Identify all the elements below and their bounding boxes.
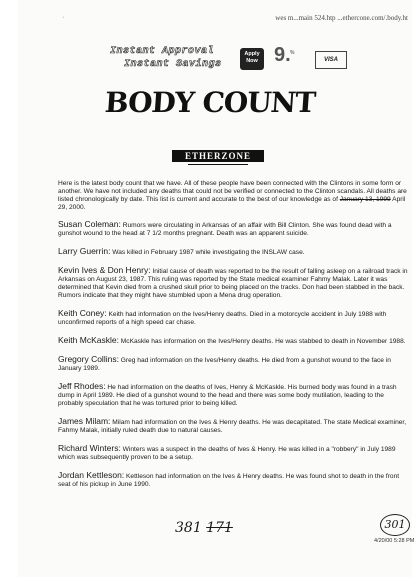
visa-logo: VISA <box>315 51 347 69</box>
intro-date: April 29, 2000. <box>58 196 406 211</box>
entry-text: Keith had information on the Ives/Henry deaths. Died in a motorcycle accident in July 1988 with unconfirmed reports of a high speed car chase. <box>58 311 387 326</box>
list-item <box>58 220 408 238</box>
entry-name: Gregory Collins: <box>58 354 119 364</box>
entry-name: Larry Guerrin: <box>58 246 111 256</box>
etherzone-logo: ETHERZONE <box>172 150 264 162</box>
rate-percent: % <box>290 50 295 56</box>
entry-text: Kettleson had information on the Ives & Henry deaths. He was found shot to death in the front seat of his pickup in June 1990. <box>58 473 400 488</box>
entry-text: Milam had information on the Ives & Henry deaths. He was decapitated. The state Medical examiner, Fahmy Malak, initially ruled death due to natural causes. <box>58 419 407 434</box>
list-item <box>58 382 408 408</box>
handwritten-page-number <box>175 520 233 536</box>
apply-label-1: Apply <box>244 51 260 57</box>
list-item <box>58 266 408 300</box>
list-item <box>58 444 408 462</box>
entry-name: Richard Winters: <box>58 443 121 453</box>
struck-page-number: 171 <box>206 520 233 536</box>
entry-text: Was killed in February 1987 while investigating the INSLAW case. <box>112 249 305 256</box>
entry-name: James Milam: <box>58 416 111 426</box>
entry-name: Jordan Kettleson: <box>58 470 125 480</box>
print-timestamp: 4/20/00 5:28 PM <box>374 538 415 544</box>
list-item <box>58 309 408 327</box>
intro-paragraph <box>58 180 408 212</box>
page-title: BODY COUNT <box>103 86 317 119</box>
header-url: wes m...main 524.htp ...ethercone.com/.body.ht <box>275 14 408 22</box>
list-item <box>58 336 408 346</box>
entry-name: Susan Coleman: <box>58 219 121 229</box>
entry-name: Keith McKaskle: <box>58 335 119 345</box>
list-item <box>58 247 408 257</box>
entry-text: Rumors were circulating in Arkansas of an affair with Bill Clinton. She was found dead with a gunshot wound to the head at 7 1/2 months pregnant. Death was an apparent suicide. <box>58 222 392 237</box>
apply-label-2: Now <box>246 58 258 64</box>
entry-name: Kevin Ives & Don Henry: <box>58 265 151 275</box>
list-item <box>58 417 408 435</box>
page-number: 381 <box>175 520 202 536</box>
intro-struck-date: January 13, 1999 <box>339 196 391 203</box>
list-item <box>58 355 408 373</box>
entry-name: Jeff Rhodes: <box>58 381 106 391</box>
rate-value: 9. <box>274 44 291 66</box>
entry-text: Initial cause of death was reported to be the result of falling asleep on a railroad track in Arkansas on August 23, 1987. This ruling was reported by the State medical examiner Fahmy Malak. Later it was determined that Kevin died from a crushed skull prior to being placed on the tracks. Don had been stabbed in the back. Rumors indicate that they might have stumbled upon a Mena drug operation. <box>58 268 408 299</box>
list-item <box>58 471 408 489</box>
entry-text: McKaskle has information on the Ives/Henry deaths. He was stabbed to death in November 1988. <box>120 338 406 345</box>
header-mark: · <box>62 14 65 21</box>
intro-text: Here is the latest body count that we have. All of these people have been connected with the Clintons in some form or another. We have not included any deaths that could not be verified or connected to the Clinton scandals. All deaths are listed chronologically by date. This list is current and accurate to the best of our knowledge as of <box>58 180 407 203</box>
entry-text: He had information on the deaths of Ives, Henry & McKaskle. His burned body was found in a trash dump in April 1989. He died of a gunshot wound to the head and there was some body mutilation, leading to the probably speculation that he was tortured prior to being killed. <box>58 384 397 407</box>
document-body <box>58 180 408 498</box>
banner-line-2: Instant Savings <box>124 59 222 70</box>
entry-text: Greg had information on the Ives/Henry deaths. He died from a gunshot wound to the face in January 1989. <box>58 357 391 372</box>
entry-text: Winters was a suspect in the deaths of Ives & Henry. He was killed in a "robbery" in July 1989 which was subsequently proven to be a setup. <box>58 446 396 461</box>
entry-name: Keith Coney: <box>58 308 107 318</box>
banner-line-1: Instant Approval <box>110 46 215 57</box>
apply-now-button[interactable] <box>240 48 264 70</box>
logo-underline <box>188 164 248 165</box>
ad-banner[interactable] <box>110 46 350 76</box>
page-stamp: 301 <box>380 514 410 536</box>
